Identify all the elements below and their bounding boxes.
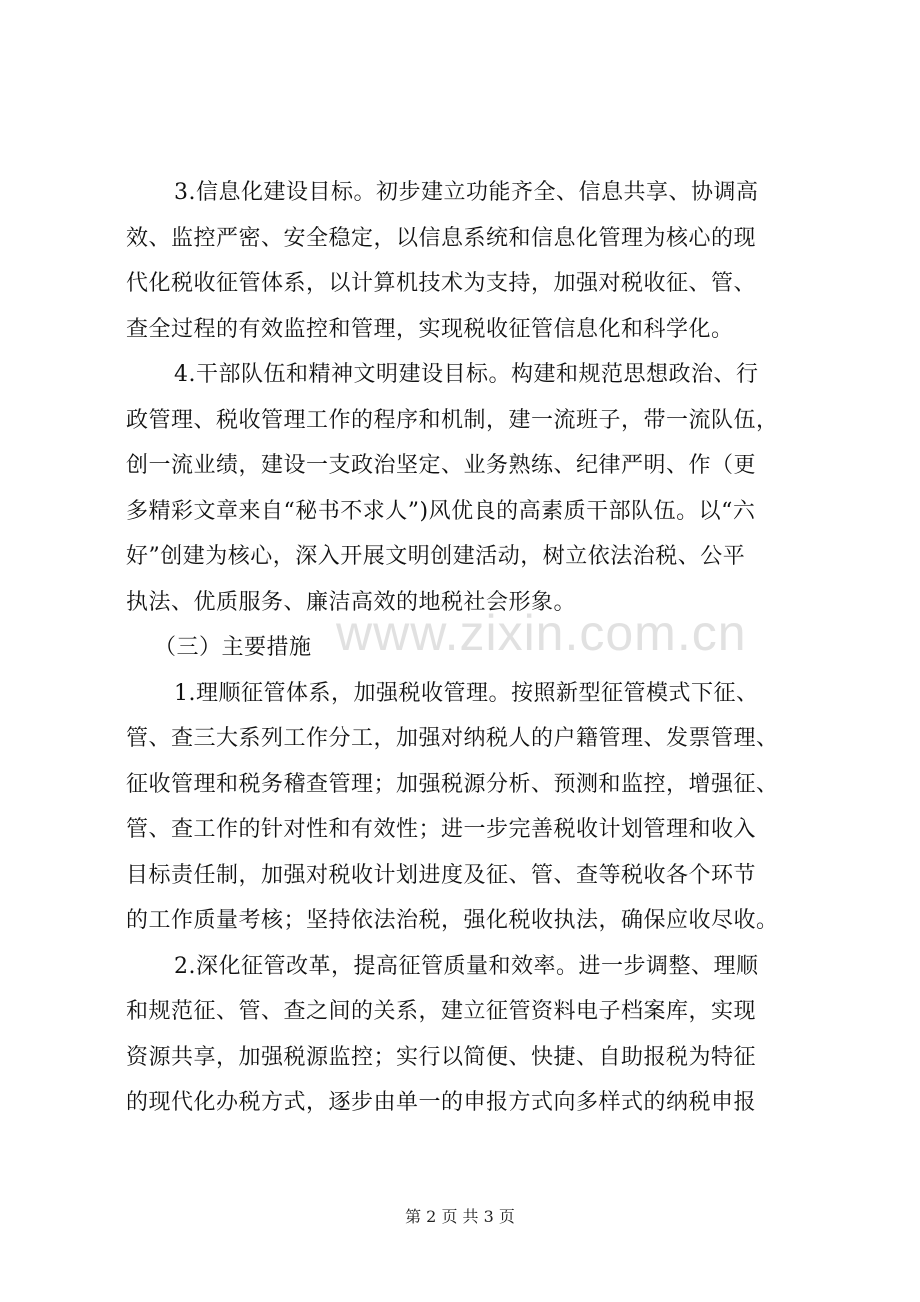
section-heading: （三）主要措施 (154, 635, 312, 660)
page-number-footer: 第 2 页 共 3 页 (405, 1207, 515, 1226)
paragraph-line: 目标责任制，加强对税收计划进度及征、管、查等税收各个环节 (126, 862, 757, 888)
paragraph-line: 效、监控严密、安全稳定，以信息系统和信息化管理为核心的现 (126, 225, 757, 251)
paragraph-line: 多精彩文章来自“秘书不求人”)风优良的高素质干部队伍。以“六 (126, 498, 756, 524)
paragraph-line: 好”创建为核心，深入开展文明创建活动，树立依法治税、公平 (126, 544, 746, 569)
paragraph-line: 政管理、税收管理工作的程序和机制，建一流班子，带一流队伍， (126, 407, 779, 433)
paragraph-line: 管、查三大系列工作分工，加强对纳税人的户籍管理、发票管理、 (126, 726, 779, 751)
paragraph-line: 征收管理和税务稽查管理；加强税源分析、预测和监控，增强征、 (126, 771, 779, 797)
paragraph-line: 代化税收征管体系，以计算机技术为支持，加强对税收征、管、 (126, 271, 757, 296)
paragraph-line: 的工作质量考核；坚持依法治税，强化税收执法，确保应收尽收。 (126, 908, 779, 933)
paragraph-line: 4.干部队伍和精神文明建设目标。构建和规范思想政治、行 (174, 362, 759, 387)
paragraph-line: 2.深化征管改革，提高征管质量和效率。进一步调整、理顺 (174, 953, 759, 979)
watermark: www.zixin.com.cn (336, 605, 747, 661)
paragraph-line: 3.信息化建设目标。初步建立功能齐全、信息共享、协调高 (174, 180, 759, 205)
paragraph-line: 执法、优质服务、廉洁高效的地税社会形象。 (126, 589, 577, 615)
paragraph-line: 管、查工作的针对性和有效性；进一步完善税收计划管理和收入 (126, 817, 757, 842)
paragraph-line: 和规范征、管、查之间的关系，建立征管资料电子档案库，实现 (126, 999, 757, 1024)
paragraph-line: 1.理顺征管体系，加强税收管理。按照新型征管模式下征、 (174, 680, 759, 706)
paragraph-line: 资源共享，加强税源监控；实行以简便、快捷、自助报税为特征 (126, 1044, 757, 1070)
paragraph-line: 查全过程的有效监控和管理，实现税收征管信息化和科学化。 (126, 316, 734, 342)
paragraph-line: 创一流业绩，建设一支政治坚定、业务熟练、纪律严明、作（更 (126, 453, 757, 478)
paragraph-line: 的现代化办税方式，逐步由单一的申报方式向多样式的纳税申报 (126, 1090, 757, 1115)
